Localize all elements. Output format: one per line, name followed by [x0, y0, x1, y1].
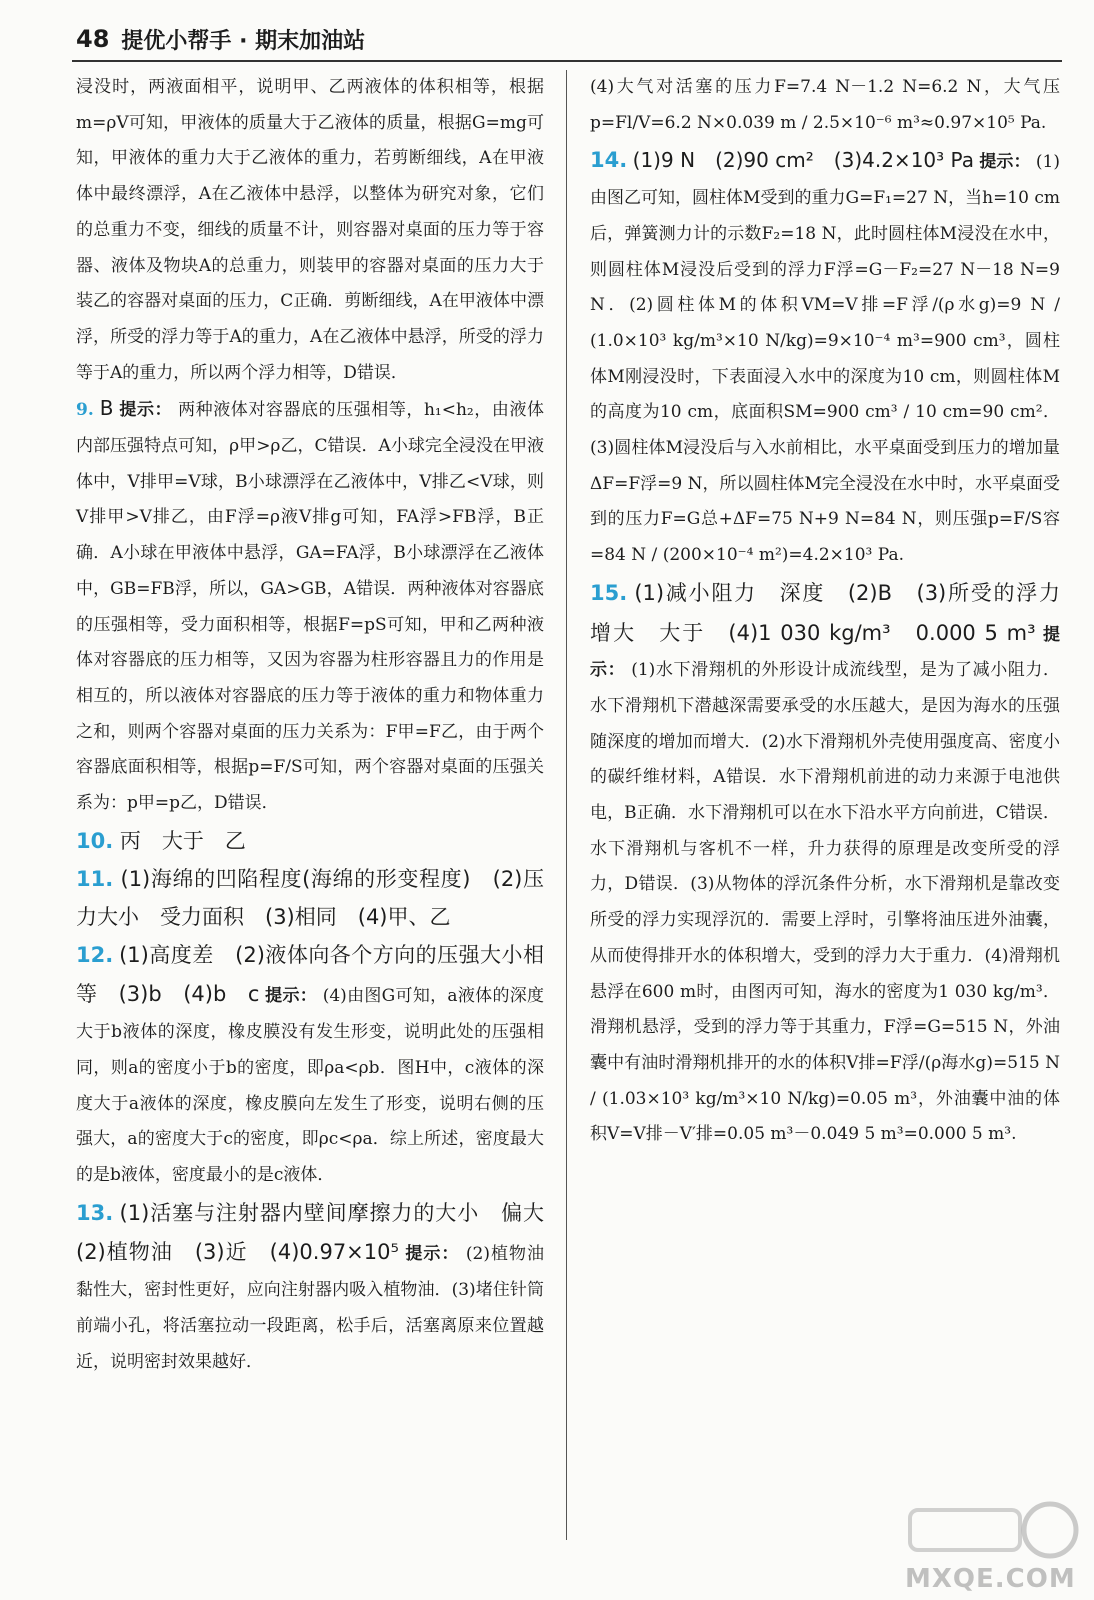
hint-label: 提示： [119, 400, 173, 421]
hint-label: 提示： [979, 152, 1031, 173]
item-number: 12. [76, 942, 114, 967]
watermark-text: MXQE.COM [905, 1564, 1076, 1594]
answer-item-9 [76, 391, 544, 821]
item-number: 14. [590, 148, 628, 173]
item-answer: B [99, 396, 114, 421]
left-column [76, 70, 566, 1380]
hint-label: 提示： [590, 624, 1061, 681]
hint-text: (2)植物油黏性大，密封性更好，应向注射器内吸入植物油．(3)堵住针筒前端小孔，将活塞拉动一段距离，松手后，活塞离原来位置越近，说明密封效果越好． [76, 1244, 545, 1372]
item-number: 10. [76, 828, 114, 853]
page-number: 48 [76, 25, 110, 53]
item-number: 11. [76, 866, 114, 891]
hint-label: 提示： [405, 1244, 460, 1265]
hint-text: 两种液体对容器底的压强相等，h₁<h₂，由液体内部压强特点可知，ρ甲>ρ乙，C错误．A小球完全浸没在甲液体中，V排甲=V球，B小球漂浮在乙液体中，V排乙<V球，则V排甲>V排乙，由F浮=ρ液V排g可知，FA浮>FB浮，B正确．A小球在甲液体中悬浮，GA=FA浮，B小球漂浮在乙液体中，GB=FB浮，所以，GA>GB，A错误．两种液体对容器底的压强相等，受力面积相等，根据F=pS可知，甲和乙两种液体对容器底的压力相等，又因为容器为柱形容器且力的作用是相互的，所以液体对容器底的压力等于液体的重力和物体重力之和，则两个容器对桌面的压力关系为：F甲=F乙，由于两个容器底面积相等，根据p=F/S可知，两个容器对桌面的压强关系为：p甲=p乙，D错误． [76, 400, 545, 814]
hint-text: (4)由图G可知，a液体的深度大于b液体的深度，橡皮膜没有发生形变，说明此处的压强相同，则a的密度小于b的密度，即ρa<ρb．图H中，c液体的深度大于a液体的深度，橡皮膜向左发生了形变，说明右侧的压强大，a的密度大于c的密度，即ρc<ρa．综上所述，密度最大的是b液体，密度最小的是c液体． [76, 986, 545, 1185]
hint-label: 提示： [265, 986, 318, 1007]
item-answer: (1)9 N (2)90 cm² (3)4.2×10³ Pa [632, 148, 974, 173]
item-number: 15. [590, 580, 628, 605]
item-number: 9. [76, 400, 94, 421]
answer-item-12 [76, 936, 544, 1194]
answer-item-13 [76, 1194, 566, 1381]
answer-item-11 [76, 860, 544, 936]
answer-item-10 [76, 822, 544, 860]
answer-item-14 [590, 141, 1060, 573]
paragraph: 浸没时，两液面相平，说明甲、乙两液体的体积相等，根据m=ρV可知，甲液体的质量大于乙液体的质量，根据G=mg可知，甲液体的重力大于乙液体的重力，若剪断细线，A在甲液体中最终漂浮，A在乙液体中悬浮，以整体为研究对象，它们的总重力不变，细线的质量不计，则容器对桌面的压力等于容器、液体及物块A的总重力，则装甲的容器对桌面的压力大于装乙的容器对桌面的压力，C正确．剪断细线，A在甲液体中漂浮，所受的浮力等于A的重力，A在乙液体中悬浮，所受的浮力等于A的重力，所以两个浮力相等，D错误． [76, 77, 544, 383]
item-number: 13. [76, 1200, 114, 1225]
book-title: 提优小帮手 · 期末加油站 [121, 28, 366, 54]
item-answer: 丙 大于 乙 [119, 828, 246, 853]
hint-text: (1)水下滑翔机的外形设计成流线型，是为了减小阻力．水下滑翔机下潜越深需要承受的水压越大，是因为海水的压强随深度的增加而增大．(2)水下滑翔机外壳使用强度高、密度小的碳纤维材料，A错误．水下滑翔机前进的动力来源于电池供电，B正确．水下滑翔机可以在水下沿水平方向前进，C错误．水下滑翔机与客机不一样，升力获得的原理是改变所受的浮力，D错误．(3)从物体的浮沉条件分析，水下滑翔机是靠改变所受的浮力实现浮沉的．需要上浮时，引擎将油压进外油囊，从而使得排开水的体积增大，受到的浮力大于重力．(4)滑翔机悬浮在600 m时，由图丙可知，海水的密度为1 030 kg/m³．滑翔机悬浮，受到的浮力等于其重力，F浮=G=515 N，外油囊中有油时滑翔机排开的水的体积V排=F浮/(ρ海水g)=515 N / (1.03×10³ kg/m³×10 N/kg)=0.05 m³，外油囊中油的体积V=V排－V′排=0.05 m³－0.049 5 m³=0.000 5 m³. [590, 660, 1060, 1145]
item-answer: (1)高度差 (2)液体向各个方向的压强大小相等 (3)b (4)b c [76, 942, 544, 1007]
answer-item-15 [590, 574, 1081, 1153]
right-column [590, 70, 1081, 1153]
hint-text: (1)由图乙可知，圆柱体M受到的重力G=F₁=27 N，当h=10 cm后，弹簧测力计的示数F₂=18 N，此时圆柱体M浸没在水中，则圆柱体M浸没后受到的浮力F浮=G－F₂=27 N－18 N=9 N．(2)圆柱体M的体积VM=V排=F浮/(ρ水g)=9 N / (1.0×10³ kg/m³×10 N/kg)=9×10⁻⁴ m³=900 cm³，圆柱体M刚浸没时，下表面浸入水中的深度为10 cm，则圆柱体M的高度为10 cm，底面积SM=900 cm³ / 10 cm=90 cm²．(3)圆柱体M浸没后与入水前相比，水平桌面受到压力的增加量ΔF=F浮=9 N，所以圆柱体M完全浸没在水中时，水平桌面受到的压力F=G总+ΔF=75 N+9 N=84 N，则压强p=F/S容=84 N / (200×10⁻⁴ m²)=4.2×10³ Pa. [590, 152, 1061, 566]
column-divider [566, 70, 567, 1540]
header-divider [72, 60, 1062, 62]
item-answer: (1)减小阻力 深度 (2)B (3)所受的浮力 增大 大于 (4)1 030 kg/m³ 0.000 5 m³ [590, 580, 1081, 645]
item-answer: (1)海绵的凹陷程度(海绵的形变程度) (2)压力大小 受力面积 (3)相同 (4)甲、乙 [76, 866, 544, 929]
item-answer: (1)活塞与注射器内壁间摩擦力的大小 偏大 (2)植物油 (3)近 (4)0.97×10⁵ [76, 1200, 566, 1265]
paragraph: (4)大气对活塞的压力F=7.4 N－1.2 N=6.2 N，大气压p=Fl/V=6.2 N×0.039 m / 2.5×10⁻⁶ m³≈0.97×10⁵ Pa. [590, 77, 1060, 133]
page-header [76, 22, 1056, 56]
